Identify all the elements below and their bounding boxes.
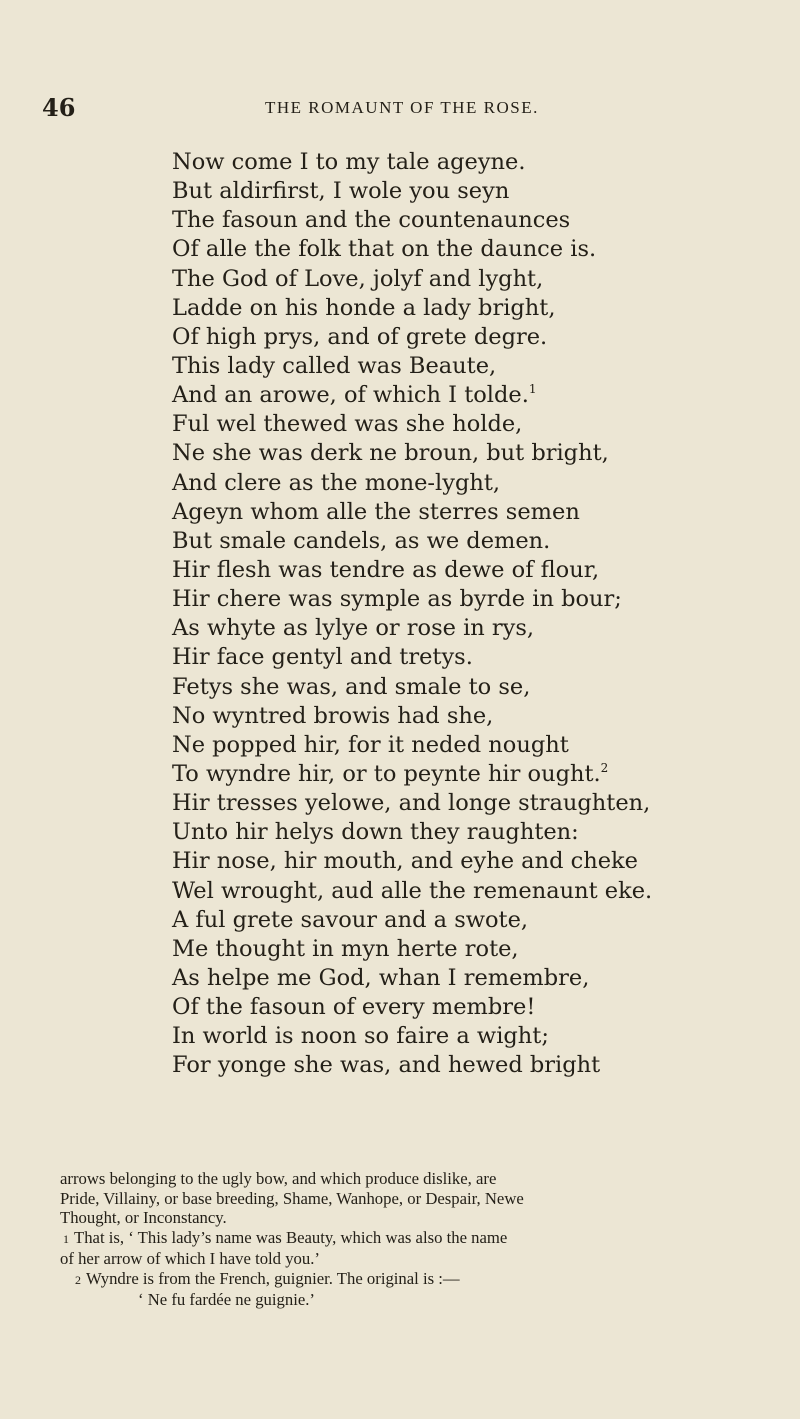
footnotes [60, 1169, 750, 1310]
poem-line: Now come I to my tale ageyne. [172, 149, 526, 175]
poem-line: This lady called was Beaute, [172, 352, 497, 379]
footnote-1: 1 That is, ‘ This lady’s name was Beauty, which was also the name [60, 1228, 750, 1250]
poem-line: A ful grete savour and a swote, [172, 906, 529, 933]
poem-line: Unto hir helys down they raughten: [172, 819, 579, 846]
poem-line: Of alle the folk that on the daunce is. [172, 236, 597, 263]
poem-line: Of the fasoun of every membre! [172, 994, 536, 1021]
poem-line: To wyndre hir, or to peynte hir ought.$^2$ [172, 760, 609, 787]
poem-text [172, 148, 772, 1081]
poem-line: The God of Love, jolyf and lyght, [172, 265, 544, 292]
poem-line: But aldirfirst, I wole you seyn [172, 178, 510, 205]
poem-line: Fetys she was, and smale to se, [172, 673, 531, 700]
poem-line: Hir chere was symple as byrde in bour; [172, 586, 622, 613]
poem-line: Of high prys, and of grete degre. [172, 323, 548, 350]
poem-line: Ne she was derk ne broun, but bright, [172, 440, 609, 467]
footnote-continuation: arrows belonging to the ugly bow, and which produce dislike, are [60, 1169, 497, 1188]
page-number: 46 [42, 93, 76, 122]
footnote-ref: 1 [528, 382, 537, 397]
footnote-ref: 2 [600, 760, 609, 775]
poem-line: And clere as the mone-lyght, [172, 469, 501, 496]
footnote-continuation: Pride, Villainy, or base breeding, Shame, Wanhope, or Despair, Newe [60, 1188, 524, 1208]
poem-line: Ful wel thewed was she holde, [172, 411, 523, 438]
poem-line: Hir flesh was tendre as dewe of flour, [172, 556, 600, 583]
footnote-2: 2 Wyndre is from the French, guignier. The original is :— [60, 1269, 750, 1291]
poem-line: Ageyn whom alle the sterres semen [172, 498, 580, 525]
poem-line: Hir nose, hir mouth, and eyhe and cheke [172, 848, 638, 875]
poem-line: As helpe me God, whan I remembre, [172, 964, 590, 991]
poem-line: Hir face gentyl and tretys. [172, 644, 473, 671]
poem-line: As whyte as lylye or rose in rys, [172, 615, 535, 642]
poem-line: The fasoun and the countenaunces [172, 207, 571, 234]
poem-line: Hir tresses yelowe, and longe straughten, [172, 790, 651, 817]
poem-line: And an arowe, of which I tolde.$^1$ [172, 382, 537, 409]
footnote-number: 1 [63, 1231, 69, 1246]
footnote-continuation: Thought, or Inconstancy. [60, 1208, 227, 1227]
page-header [0, 93, 800, 123]
running-head: THE ROMAUNT OF THE ROSE. [265, 98, 539, 117]
footnote-number: 2 [75, 1272, 81, 1287]
footnote-2-quote: ‘ Ne fu fardée ne guignie.’ [138, 1290, 315, 1309]
poem-line: Ladde on his honde a lady bright, [172, 294, 556, 321]
poem-line: Ne popped hir, for it neded nought [172, 731, 569, 758]
footnote-1-cont: of her arrow of which I have told you.’ [60, 1249, 320, 1268]
poem-line: Me thought in myn herte rote, [172, 935, 519, 962]
poem-line: No wyntred browis had she, [172, 702, 494, 729]
poem-line: Wel wrought, aud alle the remenaunt eke. [172, 877, 653, 904]
poem-line: For yonge she was, and hewed bright [172, 1052, 601, 1079]
poem-line: In world is noon so faire a wight; [172, 1023, 549, 1050]
poem-line: But smale candels, as we demen. [172, 527, 551, 554]
